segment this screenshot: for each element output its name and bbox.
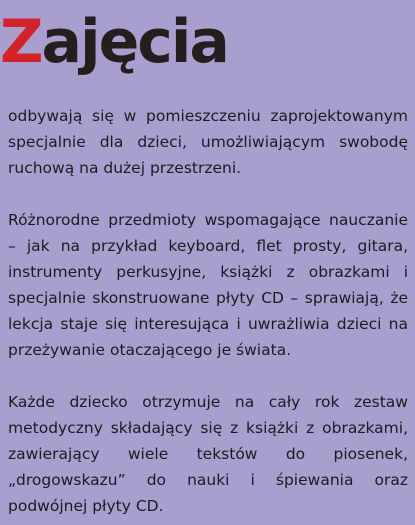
body-text [8,103,408,519]
paragraph-materials: Różnorodne przedmioty wspomagające nauczanie – jak na przykład keyboard, flet prosty, gitara, instrumenty perkusyjne, książki z obrazkami i specjalnie skonstruowane płyty CD – sprawiają, że lekcja staje się interesująca i uwrażliwia dzieci na przeżywanie otaczającego je świata. [8,211,408,359]
paragraph-intro: odbywają się w pomieszczeniu zaprojektowanym specjalnie dla dzieci, umożliwiającym swobodę ruchową na dużej przestrzeni. [8,107,408,177]
page-title [0,2,228,82]
title-initial-letter: Z [0,7,42,77]
title-rest: ajęcia [41,7,228,77]
paragraph-method-kit: Każde dziecko otrzymuje na cały rok zestaw metodyczny składający się z książki z obrazkami, zawierający wiele tekstów do piosenek, „drogowskazu” do nauki i śpiewania oraz podwójnej płyty CD. [8,393,408,515]
